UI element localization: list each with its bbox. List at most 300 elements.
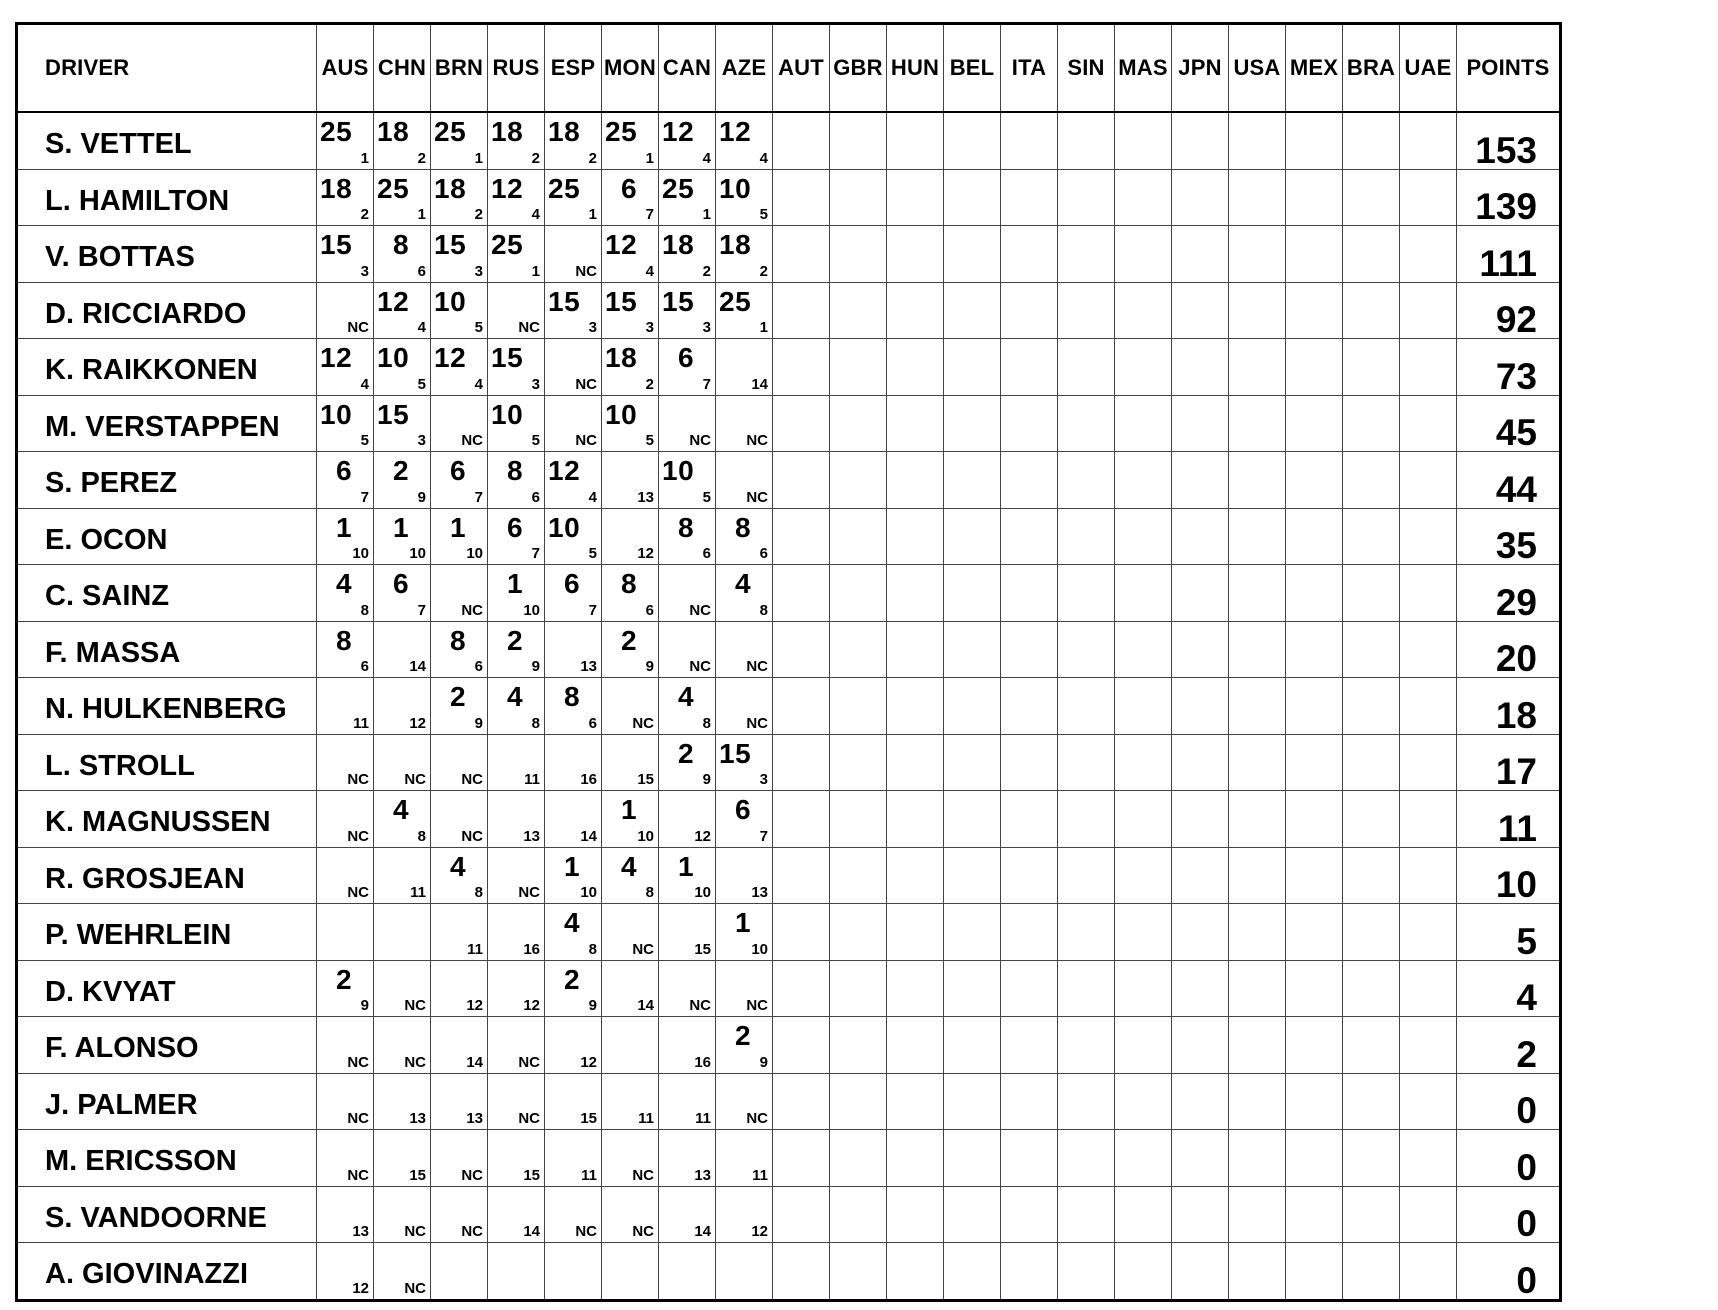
finish-position: NC — [689, 997, 711, 1014]
race-result-cell — [944, 508, 1001, 565]
race-result-cell — [1343, 734, 1400, 791]
race-result-cell — [602, 508, 659, 565]
race-result-cell — [1001, 904, 1058, 961]
race-points: 25 — [320, 116, 353, 147]
race-points: 1 — [735, 907, 752, 938]
finish-position: 5 — [588, 545, 597, 562]
race-result-cell — [830, 734, 887, 791]
race-result-cell — [431, 1186, 488, 1243]
race-result-cell — [830, 791, 887, 848]
race-result-cell — [1115, 678, 1172, 735]
race-result-cell — [488, 1017, 545, 1074]
race-points: 4 — [735, 568, 752, 599]
finish-position: 12 — [409, 714, 426, 732]
race-points: 4 — [393, 794, 410, 825]
race-result-cell — [1115, 1017, 1172, 1074]
race-result-cell — [317, 282, 374, 339]
race-result-cell — [1172, 621, 1229, 678]
driver-name-cell — [17, 1243, 317, 1301]
race-result-cell — [1172, 282, 1229, 339]
race-result-cell — [317, 1073, 374, 1130]
race-points: 6 — [336, 455, 353, 486]
race-result-cell — [1172, 1130, 1229, 1187]
race-result-cell — [1001, 169, 1058, 226]
race-result-cell — [431, 112, 488, 169]
finish-position: 2 — [645, 375, 654, 393]
race-header: CAN — [659, 24, 716, 113]
race-result-cell — [1058, 112, 1115, 169]
race-result-cell — [944, 847, 1001, 904]
race-points: 10 — [377, 342, 410, 373]
race-result-cell — [659, 621, 716, 678]
driver-row — [17, 1073, 1561, 1130]
race-result-cell — [431, 282, 488, 339]
finish-position: 2 — [702, 262, 711, 280]
race-result-cell — [374, 1073, 431, 1130]
race-result-cell — [1001, 1017, 1058, 1074]
finish-position: 3 — [474, 262, 483, 280]
race-result-cell — [431, 452, 488, 509]
race-result-cell — [431, 847, 488, 904]
race-result-cell — [1229, 1073, 1286, 1130]
race-result-cell — [659, 1130, 716, 1187]
race-result-cell — [1058, 1130, 1115, 1187]
race-result-cell — [1172, 734, 1229, 791]
race-points: 25 — [548, 172, 581, 204]
driver-name-cell — [17, 339, 317, 396]
race-result-cell — [830, 1130, 887, 1187]
finish-position: 11 — [695, 1110, 711, 1127]
race-result-cell — [1001, 282, 1058, 339]
finish-position: NC — [404, 1279, 426, 1297]
race-result-cell — [887, 847, 944, 904]
race-result-cell — [1115, 734, 1172, 791]
driver-name: V. BOTTAS — [45, 241, 195, 274]
race-result-cell — [488, 508, 545, 565]
finish-position: NC — [689, 658, 711, 675]
race-result-cell — [431, 904, 488, 961]
driver-name-cell — [17, 1186, 317, 1243]
race-result-cell — [1001, 734, 1058, 791]
finish-position: 7 — [588, 601, 597, 619]
finish-position: 14 — [409, 658, 426, 675]
race-result-cell — [887, 1017, 944, 1074]
driver-name-cell — [17, 565, 317, 622]
race-result-cell — [887, 1130, 944, 1187]
finish-position: NC — [461, 1166, 483, 1184]
race-result-cell — [944, 904, 1001, 961]
race-result-cell — [773, 960, 830, 1017]
points-column-header: POINTS — [1457, 24, 1561, 113]
driver-name-cell — [17, 395, 317, 452]
race-result-cell — [1058, 452, 1115, 509]
race-result-cell — [374, 112, 431, 169]
points-total: 44 — [1495, 468, 1537, 508]
race-result-cell — [1001, 621, 1058, 678]
race-result-cell — [659, 1243, 716, 1301]
race-result-cell — [1172, 1186, 1229, 1243]
race-points: 8 — [393, 229, 410, 260]
points-total-cell — [1457, 904, 1561, 961]
race-result-cell — [545, 847, 602, 904]
race-result-cell — [488, 847, 545, 904]
race-result-cell — [1058, 565, 1115, 622]
race-result-cell — [1400, 226, 1457, 283]
race-result-cell — [545, 678, 602, 735]
finish-position: 6 — [360, 658, 369, 675]
race-result-cell — [944, 1017, 1001, 1074]
race-result-cell — [1286, 1073, 1343, 1130]
finish-position: 4 — [759, 149, 768, 167]
race-result-cell — [773, 734, 830, 791]
race-result-cell — [1115, 1243, 1172, 1301]
race-header: USA — [1229, 24, 1286, 113]
race-result-cell — [545, 452, 602, 509]
race-result-cell — [1400, 678, 1457, 735]
finish-position: 8 — [531, 714, 540, 732]
driver-row — [17, 395, 1561, 452]
race-result-cell — [545, 1073, 602, 1130]
race-points: 10 — [320, 398, 353, 430]
driver-row — [17, 791, 1561, 848]
race-result-cell — [830, 1017, 887, 1074]
race-result-cell — [1001, 226, 1058, 283]
race-points: 15 — [548, 285, 581, 317]
race-result-cell — [1229, 734, 1286, 791]
finish-position: NC — [518, 884, 540, 901]
finish-position: 2 — [474, 206, 483, 223]
points-total: 0 — [1516, 1203, 1537, 1243]
finish-position: NC — [461, 601, 483, 619]
driver-name-cell — [17, 734, 317, 791]
race-points: 4 — [507, 681, 524, 712]
finish-position: 6 — [645, 601, 654, 619]
finish-position: NC — [461, 771, 483, 788]
race-result-cell — [317, 226, 374, 283]
race-result-cell — [545, 395, 602, 452]
finish-position: 10 — [580, 884, 597, 901]
race-result-cell — [1058, 1243, 1115, 1301]
race-result-cell — [944, 734, 1001, 791]
race-result-cell — [1229, 112, 1286, 169]
driver-row — [17, 112, 1561, 169]
finish-position: 3 — [531, 375, 540, 393]
finish-position: 8 — [474, 884, 483, 901]
finish-position: 13 — [352, 1223, 369, 1240]
finish-position: 12 — [352, 1279, 369, 1297]
race-result-cell — [1001, 508, 1058, 565]
race-points: 2 — [507, 624, 524, 656]
driver-name-cell — [17, 282, 317, 339]
race-result-cell — [716, 508, 773, 565]
race-points: 4 — [564, 907, 581, 938]
race-result-cell — [1058, 1186, 1115, 1243]
finish-position: 13 — [409, 1110, 426, 1127]
driver-name: C. SAINZ — [45, 580, 170, 613]
finish-position: NC — [632, 1166, 654, 1184]
race-points: 1 — [678, 850, 695, 882]
finish-position: NC — [404, 997, 426, 1014]
finish-position: 1 — [759, 319, 768, 336]
finish-position: 12 — [466, 997, 483, 1014]
race-points: 6 — [450, 455, 467, 486]
finish-position: NC — [518, 1053, 540, 1071]
race-result-cell — [773, 904, 830, 961]
finish-position: NC — [746, 658, 768, 675]
finish-position: 4 — [531, 206, 540, 223]
race-result-cell — [887, 1073, 944, 1130]
race-result-cell — [887, 112, 944, 169]
race-result-cell — [317, 791, 374, 848]
driver-name-cell — [17, 112, 317, 169]
driver-name: R. GROSJEAN — [45, 862, 245, 895]
driver-row — [17, 1017, 1561, 1074]
race-result-cell — [1172, 565, 1229, 622]
race-result-cell — [1400, 1073, 1457, 1130]
race-result-cell — [659, 847, 716, 904]
race-result-cell — [1229, 960, 1286, 1017]
race-result-cell — [374, 904, 431, 961]
race-result-cell — [1058, 226, 1115, 283]
race-result-cell — [1001, 791, 1058, 848]
finish-position: 15 — [409, 1166, 426, 1184]
race-header: AUT — [773, 24, 830, 113]
race-result-cell — [1343, 508, 1400, 565]
points-total: 153 — [1475, 129, 1537, 169]
race-result-cell — [944, 678, 1001, 735]
race-result-cell — [830, 565, 887, 622]
finish-position: NC — [632, 714, 654, 732]
finish-position: 11 — [524, 771, 540, 788]
race-result-cell — [1286, 1017, 1343, 1074]
race-result-cell — [1343, 112, 1400, 169]
race-result-cell — [488, 169, 545, 226]
race-result-cell — [1343, 1130, 1400, 1187]
finish-position: 9 — [588, 997, 597, 1014]
finish-position: 11 — [467, 940, 483, 958]
finish-position: 3 — [417, 432, 426, 449]
race-result-cell — [1058, 791, 1115, 848]
points-total-cell — [1457, 1130, 1561, 1187]
race-result-cell — [659, 1073, 716, 1130]
points-total-cell — [1457, 226, 1561, 283]
race-result-cell — [887, 226, 944, 283]
race-result-cell — [1343, 565, 1400, 622]
race-result-cell — [374, 734, 431, 791]
race-result-cell — [944, 960, 1001, 1017]
race-result-cell — [602, 1017, 659, 1074]
points-total-cell — [1457, 678, 1561, 735]
race-header: SIN — [1058, 24, 1115, 113]
points-total-cell — [1457, 791, 1561, 848]
race-result-cell — [1058, 282, 1115, 339]
race-result-cell — [1286, 282, 1343, 339]
race-result-cell — [659, 734, 716, 791]
race-result-cell — [659, 339, 716, 396]
race-result-cell — [374, 339, 431, 396]
finish-position: NC — [461, 1223, 483, 1240]
race-result-cell — [773, 226, 830, 283]
race-points: 12 — [491, 172, 524, 204]
race-result-cell — [1286, 1186, 1343, 1243]
finish-position: 2 — [360, 206, 369, 223]
race-points: 1 — [507, 568, 524, 599]
race-result-cell — [545, 734, 602, 791]
race-result-cell — [1115, 565, 1172, 622]
race-result-cell — [659, 678, 716, 735]
race-result-cell — [602, 1073, 659, 1130]
race-result-cell — [1115, 395, 1172, 452]
race-points: 8 — [678, 511, 695, 543]
finish-position: 13 — [694, 1166, 711, 1184]
race-header: UAE — [1400, 24, 1457, 113]
race-result-cell — [1058, 1017, 1115, 1074]
race-result-cell — [488, 621, 545, 678]
race-points: 10 — [662, 455, 695, 486]
finish-position: NC — [461, 432, 483, 449]
points-total: 2 — [1516, 1033, 1537, 1073]
race-result-cell — [602, 791, 659, 848]
race-result-cell — [1229, 1130, 1286, 1187]
race-result-cell — [1115, 282, 1172, 339]
race-result-cell — [887, 395, 944, 452]
finish-position: 15 — [580, 1110, 597, 1127]
race-result-cell — [830, 621, 887, 678]
race-result-cell — [944, 112, 1001, 169]
race-result-cell — [1343, 339, 1400, 396]
race-result-cell — [1172, 226, 1229, 283]
points-total-cell — [1457, 565, 1561, 622]
race-points: 18 — [491, 116, 524, 147]
finish-position: NC — [575, 375, 597, 393]
race-result-cell — [773, 1186, 830, 1243]
race-result-cell — [1400, 1017, 1457, 1074]
race-points: 12 — [377, 285, 410, 317]
race-result-cell — [659, 112, 716, 169]
race-points: 10 — [491, 398, 524, 430]
race-points: 6 — [564, 568, 581, 599]
race-result-cell — [602, 452, 659, 509]
race-result-cell — [1172, 169, 1229, 226]
race-points: 12 — [320, 342, 353, 373]
race-result-cell — [1172, 508, 1229, 565]
race-result-cell — [773, 169, 830, 226]
race-result-cell — [431, 565, 488, 622]
race-result-cell — [374, 1243, 431, 1301]
race-result-cell — [1400, 169, 1457, 226]
race-points: 18 — [548, 116, 581, 147]
driver-row — [17, 678, 1561, 735]
finish-position: NC — [632, 1223, 654, 1240]
race-result-cell — [488, 791, 545, 848]
race-result-cell — [317, 452, 374, 509]
race-result-cell — [716, 339, 773, 396]
points-total: 29 — [1495, 581, 1537, 621]
driver-name-cell — [17, 508, 317, 565]
race-result-cell — [1001, 452, 1058, 509]
race-result-cell — [1058, 621, 1115, 678]
finish-position: 9 — [417, 488, 426, 506]
driver-name: M. ERICSSON — [45, 1145, 237, 1178]
race-points: 4 — [621, 850, 638, 882]
driver-name-cell — [17, 452, 317, 509]
race-header: AZE — [716, 24, 773, 113]
race-result-cell — [659, 565, 716, 622]
finish-position: 8 — [759, 601, 768, 619]
race-result-cell — [830, 847, 887, 904]
race-header: BEL — [944, 24, 1001, 113]
race-points: 25 — [719, 285, 752, 317]
finish-position: 8 — [702, 714, 711, 732]
race-result-cell — [602, 847, 659, 904]
driver-row — [17, 1243, 1561, 1301]
race-result-cell — [773, 339, 830, 396]
race-header: AUS — [317, 24, 374, 113]
finish-position: NC — [347, 1166, 369, 1184]
race-result-cell — [1286, 226, 1343, 283]
race-result-cell — [1115, 960, 1172, 1017]
points-total-cell — [1457, 621, 1561, 678]
race-result-cell — [830, 282, 887, 339]
finish-position: 16 — [523, 940, 540, 958]
race-result-cell — [1058, 960, 1115, 1017]
driver-name: K. MAGNUSSEN — [45, 806, 271, 839]
race-result-cell — [488, 734, 545, 791]
race-result-cell — [1400, 452, 1457, 509]
race-result-cell — [659, 395, 716, 452]
finish-position: 12 — [751, 1223, 768, 1240]
race-result-cell — [545, 1130, 602, 1187]
race-result-cell — [317, 847, 374, 904]
race-result-cell — [944, 282, 1001, 339]
race-result-cell — [1001, 1130, 1058, 1187]
race-result-cell — [659, 791, 716, 848]
race-result-cell — [1229, 678, 1286, 735]
race-result-cell — [1286, 904, 1343, 961]
finish-position: NC — [347, 771, 369, 788]
race-points: 15 — [491, 342, 524, 373]
race-result-cell — [659, 452, 716, 509]
race-points: 6 — [621, 172, 638, 204]
race-header: MEX — [1286, 24, 1343, 113]
finish-position: 6 — [588, 714, 597, 732]
race-result-cell — [1058, 678, 1115, 735]
finish-position: 14 — [580, 827, 597, 845]
race-result-cell — [887, 282, 944, 339]
finish-position: 16 — [580, 771, 597, 788]
race-points: 6 — [507, 511, 524, 543]
finish-position: NC — [347, 827, 369, 845]
finish-position: NC — [575, 262, 597, 280]
race-result-cell — [317, 1017, 374, 1074]
race-result-cell — [1400, 1130, 1457, 1187]
points-total-cell — [1457, 339, 1561, 396]
finish-position: 9 — [531, 658, 540, 675]
race-result-cell — [830, 1073, 887, 1130]
race-result-cell — [773, 1017, 830, 1074]
race-points: 25 — [377, 172, 410, 204]
race-result-cell — [1286, 621, 1343, 678]
race-result-cell — [1172, 1243, 1229, 1301]
driver-name: S. PEREZ — [45, 467, 178, 500]
driver-name: L. HAMILTON — [45, 184, 230, 217]
points-total-cell — [1457, 1243, 1561, 1301]
race-result-cell — [1058, 339, 1115, 396]
driver-name-cell — [17, 1017, 317, 1074]
race-result-cell — [716, 1017, 773, 1074]
race-result-cell — [317, 395, 374, 452]
finish-position: 5 — [645, 432, 654, 449]
